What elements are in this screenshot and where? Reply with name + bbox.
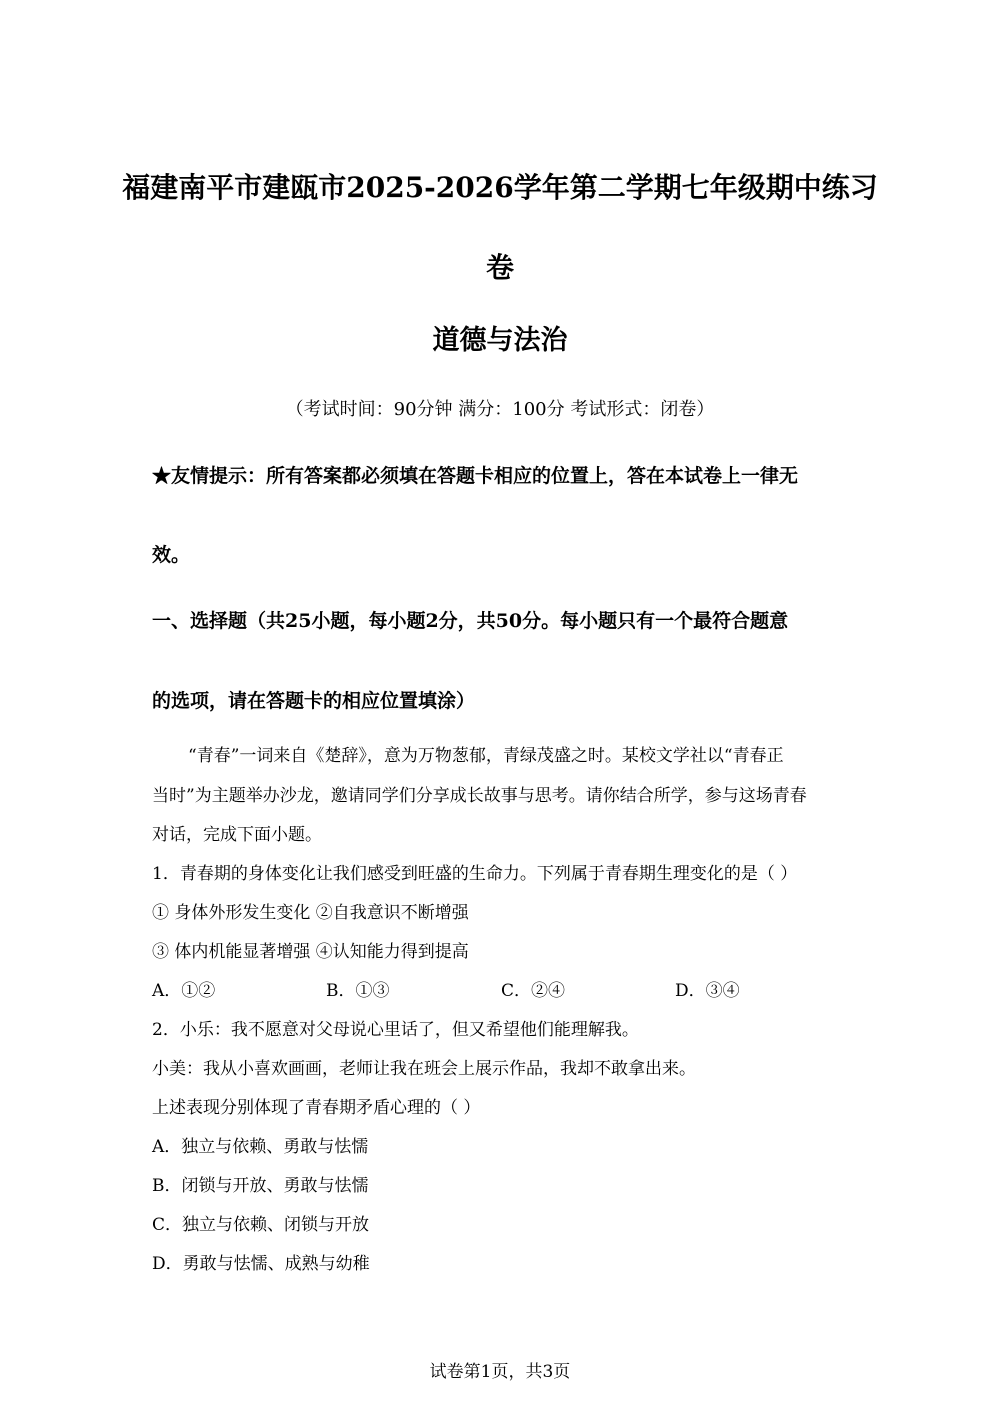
exam-title-line-1: 福建南平市建瓯市2025-2026学年第二学期七年级期中练习 [122,171,878,204]
question-2-line-2: 小美：我从小喜欢画画，老师让我在班会上展示作品，我却不敢拿出来。 [152,1059,696,1079]
question-1-items-line-2: ③ 体内机能显著增强 ④认知能力得到提高 [152,942,469,962]
section-heading-line-2: 的选项，请在答题卡的相应位置填涂） [152,690,476,712]
question-1-items-line-1: ① 身体外形发生变化 ②自我意识不断增强 [152,903,469,923]
exam-title-line-2: 卷 [485,251,514,284]
notice-line-1: ★友情提示：所有答案都必须填在答题卡相应的位置上，答在本试卷上一律无 [152,465,799,487]
question-2-option-d: D．勇敢与怯懦、成熟与幼稚 [152,1254,370,1274]
notice-line-2: 效。 [152,544,191,566]
question-1-option-b: B．①③ [326,981,390,1001]
intro-line-2: 当时”为主题举办沙龙，邀请同学们分享成长故事与思考。请你结合所学，参与这场青春 [152,786,807,806]
section-heading-line-1: 一、选择题（共25小题，每小题2分，共50分。每小题只有一个最符合题意 [152,610,789,632]
question-1-option-a: A．①② [152,981,216,1001]
page-footer: 试卷第1页，共3页 [429,1362,571,1382]
question-2-option-a: A．独立与依赖、勇敢与怯懦 [152,1137,369,1157]
question-1-option-d: D．③④ [675,981,740,1001]
question-2-stem: 上述表现分别体现了青春期矛盾心理的（ ） [152,1098,481,1118]
intro-line-1: “青春”一词来自《楚辞》，意为万物葱郁，青绿茂盛之时。某校文学社以“青春正 [188,746,784,766]
question-2-line-1: 2．小乐：我不愿意对父母说心里话了，但又希望他们能理解我。 [152,1020,639,1040]
question-2-option-c: C．独立与依赖、闭锁与开放 [152,1215,370,1235]
question-1-stem: 1．青春期的身体变化让我们感受到旺盛的生命力。下列属于青春期生理变化的是（ ） [152,864,798,884]
question-1-option-c: C．②④ [501,981,566,1001]
intro-line-3: 对话，完成下面小题。 [152,825,322,845]
question-2-option-b: B．闭锁与开放、勇敢与怯懦 [152,1176,369,1196]
subject-title: 道德与法治 [432,325,568,356]
exam-info: （考试时间：90分钟 满分：100分 考试形式：闭卷） [285,399,715,420]
